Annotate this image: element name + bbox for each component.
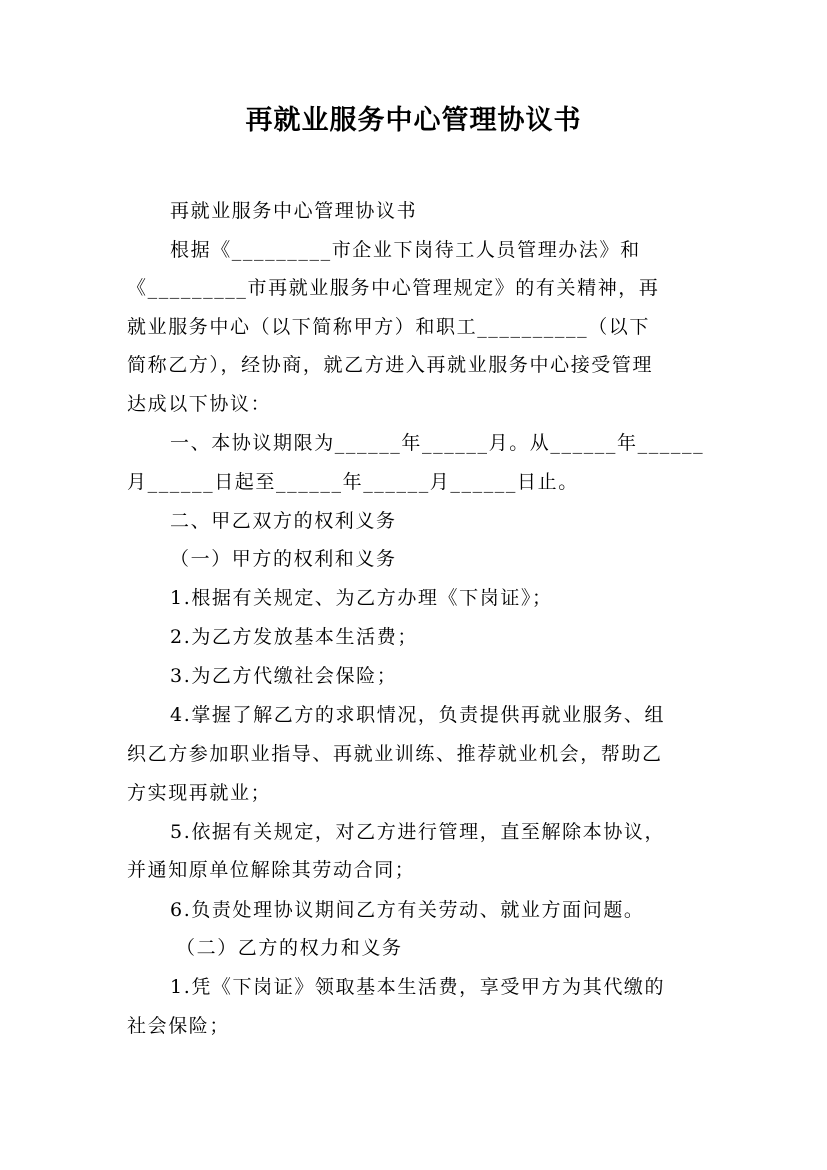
document-title: 再就业服务中心管理协议书 — [245, 105, 582, 136]
subsection-heading: （二）乙方的权力和义务 — [176, 937, 403, 959]
paragraph-line: 简称乙方），经协商，就乙方进入再就业服务中心接受管理 — [127, 354, 654, 376]
list-item-continuation: 并通知原单位解除其劳动合同； — [127, 859, 416, 881]
paragraph-line: 根据《_________市企业下岗待工人员管理办法》和 — [170, 239, 641, 261]
list-item-continuation: 织乙方参加职业指导、再就业训练、推荐就业机会，帮助乙 — [127, 743, 663, 765]
clause-line: 一、本协议期限为______年______月。从______年______ — [170, 432, 705, 454]
subtitle-line: 再就业服务中心管理协议书 — [170, 200, 418, 222]
section-heading: 二、甲乙双方的权利义务 — [170, 510, 397, 532]
list-item: 4.掌握了解乙方的求职情况，负责提供再就业服务、组 — [170, 704, 666, 726]
list-item: 6.负责处理协议期间乙方有关劳动、就业方面问题。 — [170, 899, 645, 921]
paragraph-line: 就业服务中心（以下简称甲方）和职工__________（以下 — [127, 316, 651, 338]
clause-line: 月______日起至______年______月______日止。 — [127, 471, 579, 493]
list-item-continuation: 社会保险； — [127, 1015, 231, 1037]
subsection-heading: （一）甲方的权利和义务 — [170, 548, 397, 570]
list-item: 1.根据有关规定、为乙方办理《下岗证》； — [170, 587, 553, 609]
list-item-continuation: 方实现再就业； — [127, 782, 272, 804]
list-item: 1.凭《下岗证》领取基本生活费，享受甲方为其代缴的 — [170, 976, 666, 998]
list-item: 5.依据有关规定，对乙方进行管理，直至解除本协议， — [170, 821, 666, 843]
paragraph-line: 《_________市再就业服务中心管理规定》的有关精神，再 — [127, 277, 660, 299]
list-item: 2.为乙方发放基本生活费； — [170, 626, 418, 648]
list-item: 3.为乙方代缴社会保险； — [170, 665, 398, 687]
paragraph-line: 达成以下协议： — [127, 393, 272, 415]
